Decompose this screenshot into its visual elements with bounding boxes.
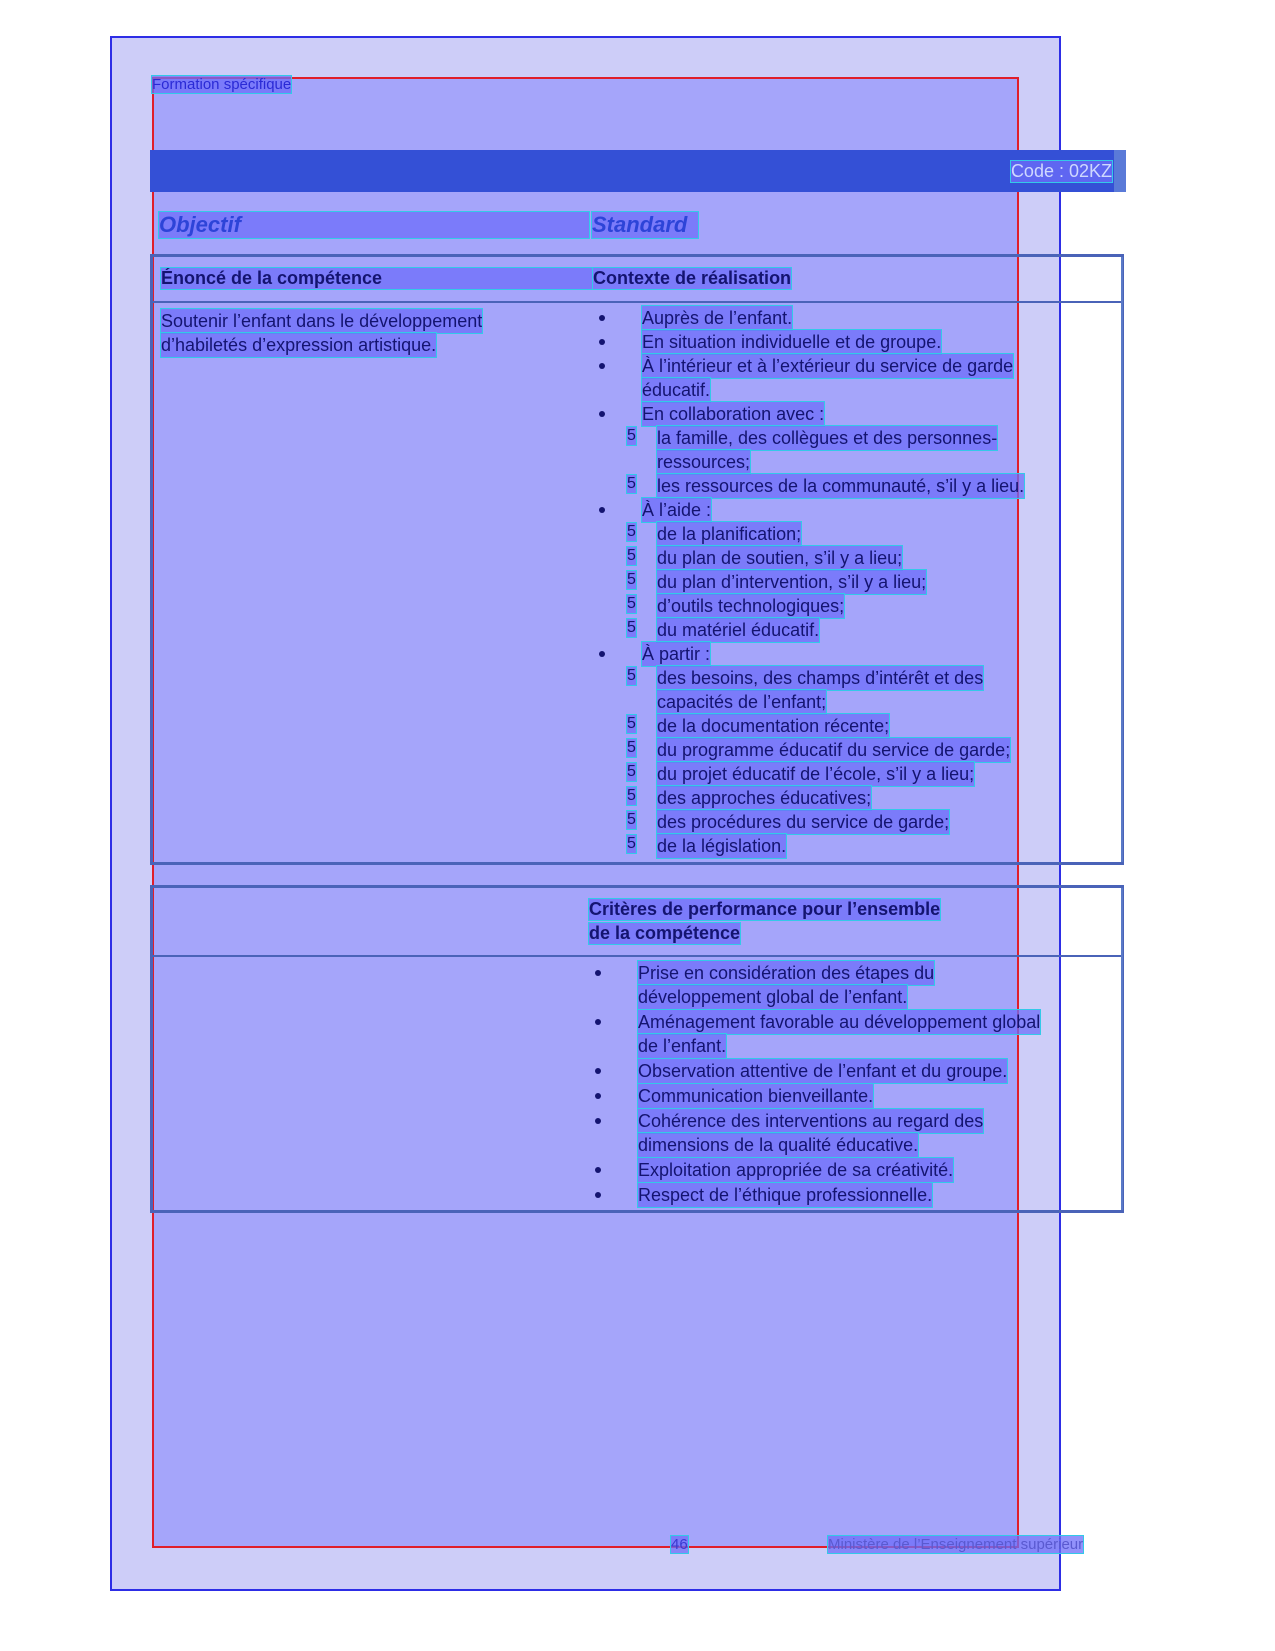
sub-item-marker: 5 <box>627 739 636 756</box>
criteria-bullet <box>595 1019 601 1025</box>
context-sub-item-text: du plan d’intervention, s’il y a lieu; <box>657 572 927 592</box>
context-sub-item-text: du matériel éducatif. <box>657 620 820 640</box>
criteria-bullet <box>595 1068 601 1074</box>
context-sub-item-text: d’outils technologiques; <box>657 596 845 616</box>
criteria-item-text: Respect de l’éthique professionnelle. <box>638 1185 933 1205</box>
criteria-item-text: Aménagement favorable au développement global <box>638 1012 1041 1032</box>
criteria-item-text: Cohérence des interventions au regard des <box>638 1111 984 1131</box>
table-right-edge <box>1121 257 1123 862</box>
criteria-item-text: dimensions de la qualité éducative. <box>638 1135 919 1155</box>
sub-item-marker: 5 <box>627 811 636 828</box>
code-label: Code : 02KZ <box>1010 161 1112 181</box>
sub-item-marker: 5 <box>627 715 636 732</box>
criteria-right-edge <box>1121 888 1123 1210</box>
competence-header: Énoncé de la compétence <box>161 268 592 289</box>
sub-item-marker: 5 <box>627 475 636 492</box>
bullet-marker <box>599 339 605 345</box>
context-header: Contexte de réalisation <box>593 268 792 288</box>
context-item-text: À partir : <box>642 644 711 664</box>
objective-title: Objectif <box>159 212 589 238</box>
bullet-marker <box>599 315 605 321</box>
sub-item-marker: 5 <box>627 787 636 804</box>
competence-statement-line1: Soutenir l’enfant dans le développement <box>161 311 483 331</box>
criteria-header-line2: de la compétence <box>589 923 741 943</box>
context-sub-item-text: des procédures du service de garde; <box>657 812 950 832</box>
criteria-item-text: Prise en considération des étapes du <box>638 963 935 983</box>
context-item-text: Auprès de l’enfant. <box>642 308 793 328</box>
context-sub-item-text: capacités de l’enfant; <box>657 692 827 712</box>
context-sub-item-text: la famille, des collègues et des personnes- <box>657 428 998 448</box>
context-sub-item-text: les ressources de la communauté, s’il y a lieu. <box>657 476 1025 496</box>
context-sub-item-text: ressources; <box>657 452 751 472</box>
criteria-bullet <box>595 970 601 976</box>
sub-item-marker: 5 <box>627 595 636 612</box>
program-header: Formation spécifique <box>152 76 292 93</box>
context-item-text: À l’intérieur et à l’extérieur du service de garde <box>642 356 1014 376</box>
context-sub-item-text: des besoins, des champs d’intérêt et des <box>657 668 984 688</box>
context-sub-item-text: du programme éducatif du service de garde; <box>657 740 1011 760</box>
page-number: 46 <box>671 1536 688 1553</box>
context-sub-item-text: de la planification; <box>657 524 802 544</box>
context-sub-item-text: du projet éducatif de l’école, s’il y a lieu; <box>657 764 975 784</box>
competence-statement-line2: d’habiletés d’expression artistique. <box>161 335 437 355</box>
criteria-header-line1: Critères de performance pour l’ensemble <box>589 899 941 919</box>
table-divider <box>153 301 1121 303</box>
criteria-bullet <box>595 1118 601 1124</box>
criteria-item-text: de l’enfant. <box>638 1036 727 1056</box>
context-sub-item-text: des approches éducatives; <box>657 788 872 808</box>
criteria-bullet <box>595 1167 601 1173</box>
context-item-text: À l’aide : <box>642 500 712 520</box>
criteria-divider <box>153 955 1121 957</box>
sub-item-marker: 5 <box>627 547 636 564</box>
sub-item-marker: 5 <box>627 523 636 540</box>
footer-organization: Ministère de l’Enseignement supérieur <box>828 1536 1084 1553</box>
criteria-bullet <box>595 1192 601 1198</box>
sub-item-marker: 5 <box>627 667 636 684</box>
context-item-text: En situation individuelle et de groupe. <box>642 332 942 352</box>
sub-item-marker: 5 <box>627 763 636 780</box>
context-sub-item-text: de la documentation récente; <box>657 716 890 736</box>
criteria-bullet <box>595 1093 601 1099</box>
context-sub-item-text: de la législation. <box>657 836 787 856</box>
bullet-marker <box>599 507 605 513</box>
code-bar <box>150 150 1124 192</box>
context-item-text: éducatif. <box>642 380 711 400</box>
criteria-item-text: Exploitation appropriée de sa créativité. <box>638 1160 954 1180</box>
criteria-item-text: développement global de l’enfant. <box>638 987 908 1007</box>
criteria-item-text: Observation attentive de l’enfant et du groupe. <box>638 1061 1008 1081</box>
sub-item-marker: 5 <box>627 571 636 588</box>
standard-title: Standard <box>592 212 698 238</box>
criteria-item-text: Communication bienveillante. <box>638 1086 874 1106</box>
context-item-text: En collaboration avec : <box>642 404 825 424</box>
sub-item-marker: 5 <box>627 619 636 636</box>
code-bar-end <box>1114 150 1126 192</box>
bullet-marker <box>599 411 605 417</box>
bullet-marker <box>599 651 605 657</box>
bullet-marker <box>599 363 605 369</box>
sub-item-marker: 5 <box>627 835 636 852</box>
sub-item-marker: 5 <box>627 427 636 444</box>
context-sub-item-text: du plan de soutien, s’il y a lieu; <box>657 548 903 568</box>
